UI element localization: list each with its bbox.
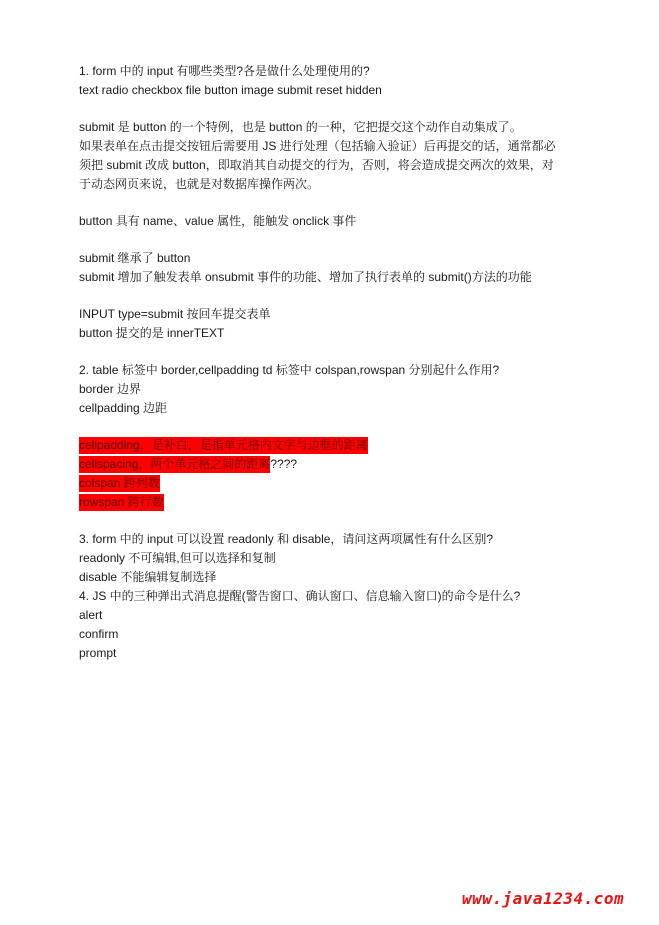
highlighted-text: cellspacing，两个单元格之间的距离: [79, 457, 271, 471]
question-1-title: 1. form 中的 input 有哪些类型?各是做什么处理使用的?: [79, 64, 370, 78]
paragraph-line: 于动态网页来说，也就是对数据库操作两次。: [79, 177, 320, 191]
answer-confirm: confirm: [79, 627, 119, 641]
readonly-text: readonly 不可编辑,但可以选择和复制: [79, 551, 276, 565]
highlighted-suffix: ????: [270, 457, 298, 471]
highlighted-text: cellpadding，是补白，是指单元格内文字与边框的距离: [79, 438, 368, 452]
document-body: [79, 62, 599, 663]
button-submit-text: button 提交的是 innerTEXT: [79, 326, 225, 340]
answer-alert: alert: [79, 608, 103, 622]
highlighted-text: rowspan 跨行数: [79, 495, 164, 509]
border-text: border 边界: [79, 382, 142, 396]
highlighted-line: [79, 493, 599, 512]
spacer: [79, 100, 599, 118]
highlighted-text: colspan 跨列数: [79, 476, 160, 490]
paragraph-line: 如果表单在点击提交按钮后需要用 JS 进行处理（包括输入验证）后再提交的话，通常都必: [79, 139, 556, 153]
paragraph-line: 须把 submit 改成 button，即取消其自动提交的行为，否则，将会造成提交两次的效果，对: [79, 158, 554, 172]
question-2-title: 2. table 标签中 border,cellpadding td 标签中 colspan,rowspan 分别起什么作用?: [79, 363, 500, 377]
disable-text: disable 不能编辑复制选择: [79, 570, 217, 584]
spacer: [79, 287, 599, 305]
spacer: [79, 194, 599, 212]
spacer: [79, 418, 599, 436]
spacer: [79, 231, 599, 249]
question-4-title: 4. JS 中的三种弹出式消息提醒(警告窗口、确认窗口、信息输入窗口)的命令是什么?: [79, 589, 521, 603]
watermark-link[interactable]: www.java1234.com: [462, 889, 625, 908]
spacer: [79, 343, 599, 361]
button-attributes-text: button 具有 name、value 属性，能触发 onclick 事件: [79, 214, 357, 228]
input-submit-text: INPUT type=submit 按回车提交表单: [79, 307, 271, 321]
highlighted-line: [79, 455, 599, 474]
spacer: [79, 512, 599, 530]
input-types-list: text radio checkbox file button image submit reset hidden: [79, 83, 382, 97]
submit-inherit-text: submit 继承了 button: [79, 251, 191, 265]
paragraph-line: submit 是 button 的一个特例，也是 button 的一种，它把提交这个动作自动集成了。: [79, 120, 522, 134]
answer-prompt: prompt: [79, 646, 117, 660]
highlighted-line: [79, 474, 599, 493]
question-3-title: 3. form 中的 input 可以设置 readonly 和 disable，请问这两项属性有什么区别?: [79, 532, 494, 546]
cellpadding-text: cellpadding 边距: [79, 401, 168, 415]
submit-adds-text: submit 增加了触发表单 onsubmit 事件的功能、增加了执行表单的 submit()方法的功能: [79, 270, 532, 284]
highlighted-line: [79, 436, 599, 455]
